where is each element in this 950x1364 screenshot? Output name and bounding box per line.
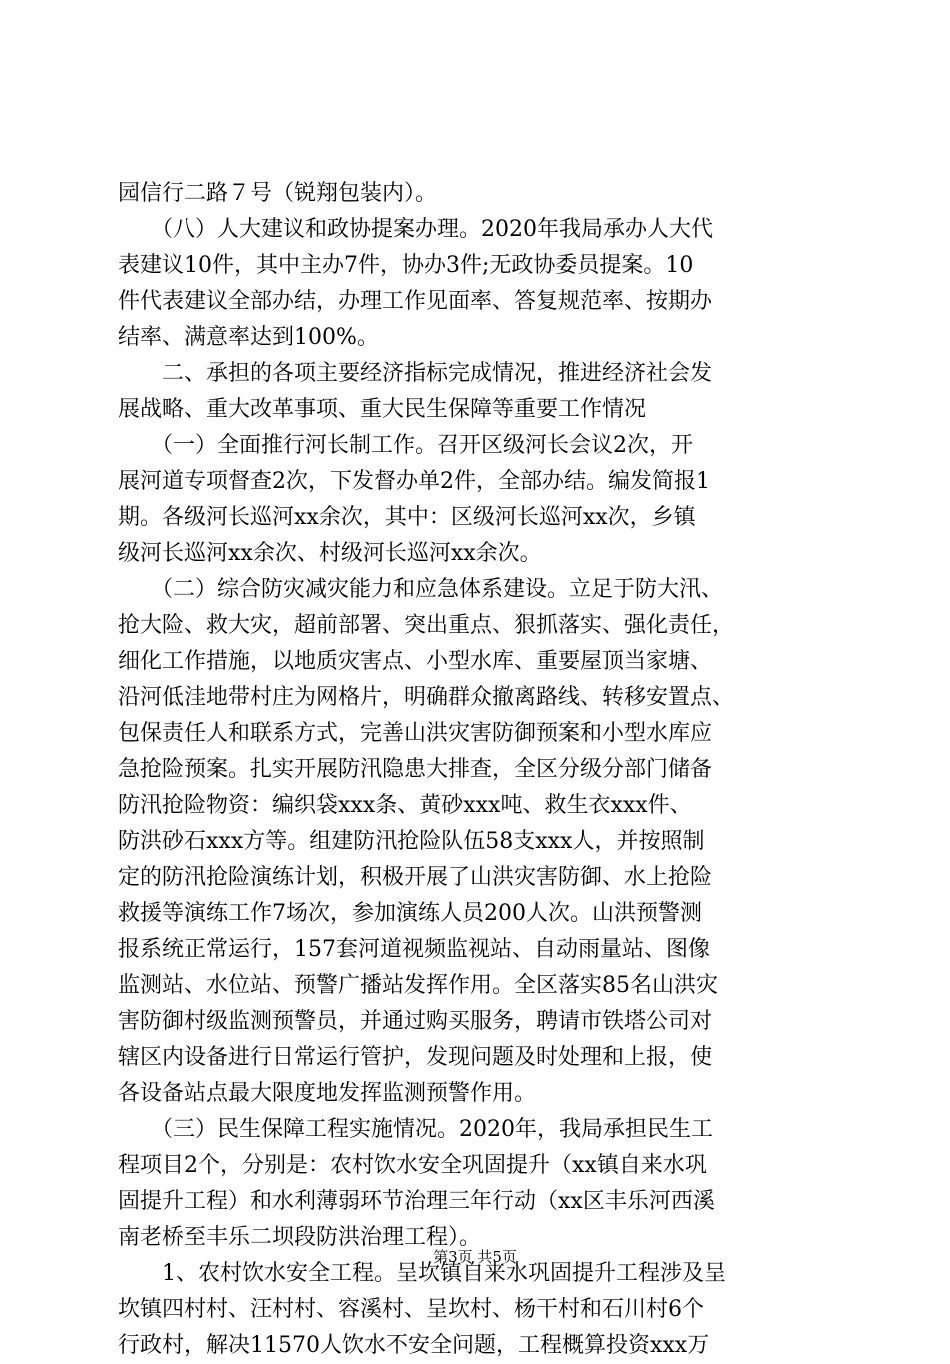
text-line: 救援等演练工作7场次，参加演练人员200人次。山洪预警测 (118, 901, 702, 926)
text-line: （二）综合防灾减灾能力和应急体系建设。立足于防大汛、 (118, 577, 724, 602)
text-line: （一）全面推行河长制工作。召开区级河长会议2次，开 (118, 433, 693, 458)
text-line: 辖区内设备进行日常运行管护，发现问题及时处理和上报，使 (118, 1045, 713, 1070)
text-line: 期。各级河长巡河xx余次，其中：区级河长巡河xx次，乡镇 (118, 505, 696, 530)
text-line: 件代表建议全部办结，办理工作见面率、答复规范率、按期办 (118, 289, 713, 314)
text-line: 害防御村级监测预警员，并通过购买服务，聘请市铁塔公司对 (118, 1009, 713, 1034)
text-line: 展战略、重大改革事项、重大民生保障等重要工作情况 (118, 397, 647, 422)
text-line: 南老桥至丰乐二坝段防洪治理工程）。 (118, 1225, 482, 1250)
document-body (118, 176, 834, 1364)
text-line: 固提升工程）和水利薄弱环节治理三年行动（xx区丰乐河西溪 (118, 1189, 715, 1214)
text-line: 展河道专项督查2次，下发督办单2件，全部办结。编发简报1 (118, 469, 710, 494)
text-line: 坎镇四村村、汪村村、容溪村、呈坎村、杨干村和石川村6个 (118, 1297, 704, 1322)
text-line: 级河长巡河xx余次、村级河长巡河xx余次。 (118, 541, 542, 566)
text-line: 园信行二路７号（锐翔包装内）。 (118, 181, 438, 206)
text-line: （三）民生保障工程实施情况。2020年，我局承担民生工 (118, 1117, 713, 1142)
text-line: 急抢险预案。扎实开展防汛隐患大排查，全区分级分部门储备 (118, 757, 713, 782)
text-line: 行政村，解决11570人饮水不安全问题，工程概算投资xxx万 (118, 1333, 710, 1358)
text-line: 报系统正常运行，157套河道视频监视站、自动雨量站、图像 (118, 937, 710, 962)
text-line: 包保责任人和联系方式，完善山洪灾害防御预案和小型水库应 (118, 721, 713, 746)
text-line: 抢大险、救大灾，超前部署、突出重点、狠抓落实、强化责任， (118, 613, 735, 638)
text-line: 程项目2个，分别是：农村饮水安全巩固提升（xx镇自来水巩 (118, 1153, 707, 1178)
text-line: 监测站、水位站、预警广播站发挥作用。全区落实85名山洪灾 (118, 973, 718, 998)
text-line: 防洪砂石xxx方等。组建防汛抢险队伍58支xxx人，并按照制 (118, 829, 705, 854)
text-line: 沿河低洼地带村庄为网格片，明确群众撤离路线、转移安置点、 (118, 685, 735, 710)
page-indicator: 第3页 共5页 (433, 1248, 517, 1266)
text-line: 细化工作措施，以地质灾害点、小型水库、重要屋顶当家塘、 (118, 649, 713, 674)
text-line: 定的防汛抢险演练计划，积极开展了山洪灾害防御、水上抢险 (118, 865, 713, 890)
text-line: 二、承担的各项主要经济指标完成情况，推进经济社会发 (118, 361, 713, 386)
text-line: 各设备站点最大限度地发挥监测预警作用。 (118, 1081, 537, 1106)
text-line: 防汛抢险物资：编织袋xxx条、黄砂xxx吨、救生衣xxx件、 (118, 793, 692, 818)
text-line: 1、农村饮水安全工程。呈坎镇自来水巩固提升工程涉及呈 (118, 1261, 726, 1286)
text-line: 表建议10件，其中主办7件，协办3件;无政协委员提案。10 (118, 253, 694, 278)
text-line: 结率、满意率达到100%。 (118, 325, 379, 350)
text-line: （八）人大建议和政协提案办理。2020年我局承办人大代 (118, 217, 713, 242)
